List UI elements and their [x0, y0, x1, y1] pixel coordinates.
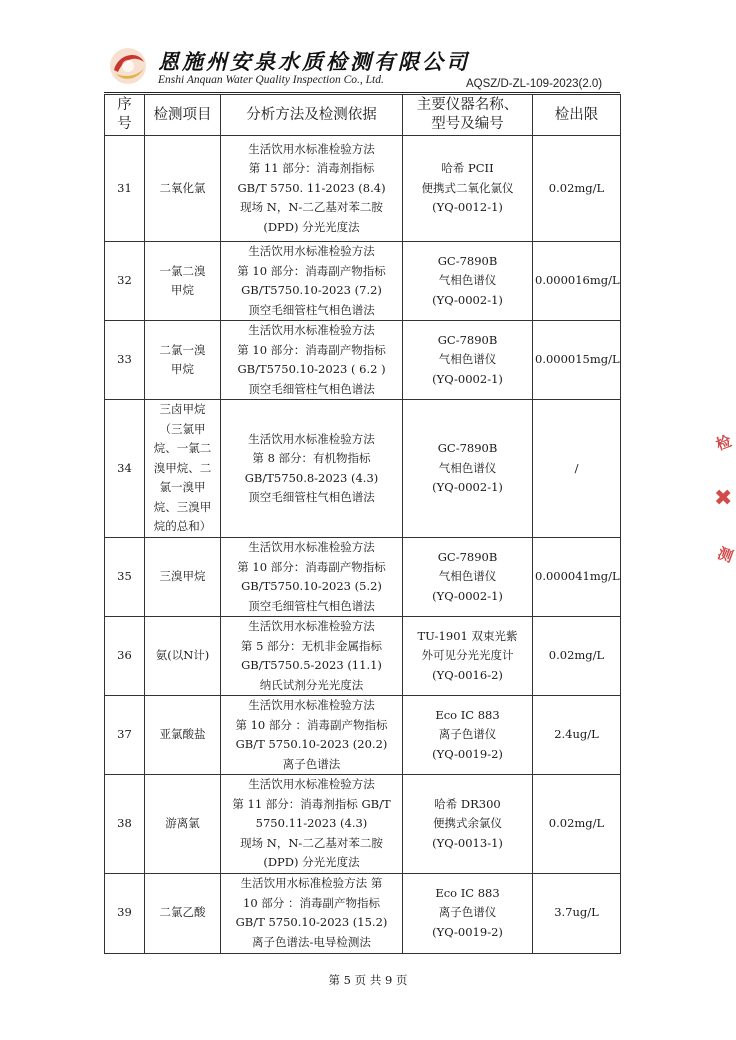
test-item: 亚氯酸盐	[145, 696, 221, 775]
analysis-method: 生活饮用水标准检验方法 第 10 部分 ：消毒副产物指标 GB/T 5750.10-2023 (15.2) 离子色谱法-电导检测法	[221, 873, 403, 953]
test-item: 一氯二溴 甲烷	[145, 242, 221, 321]
row-number: 37	[105, 696, 145, 775]
analysis-method: 生活饮用水标准检验方法 第 11 部分：消毒剂指标 GB/T 5750. 11-2023 (8.4) 现场 N，N-二乙基对苯二胺 (DPD) 分光光度法	[221, 136, 403, 242]
table-row	[105, 617, 621, 696]
header-instrument: 主要仪器名称、 型号及编号	[403, 95, 533, 136]
instrument-info: GC-7890B 气相色谱仪 (YQ-0002-1)	[403, 538, 533, 617]
instrument-info: GC-7890B 气相色谱仪 (YQ-0002-1)	[403, 242, 533, 321]
analysis-method: 生活饮用水标准检验方法 第 8 部分：有机物指标 GB/T5750.8-2023 (4.3) 顶空毛细管柱气相色谱法	[221, 400, 403, 538]
analysis-method: 生活饮用水标准检验方法 第 10 部分 ：消毒副产物指标 GB/T 5750.10-2023 (20.2) 离子色谱法	[221, 696, 403, 775]
instrument-info: Eco IC 883 离子色谱仪 (YQ-0019-2)	[403, 696, 533, 775]
seal-stamp: 检 ✖ 测	[713, 431, 736, 566]
table-row	[105, 321, 621, 400]
instrument-info: TU-1901 双束光紫 外可见分光光度计 (YQ-0016-2)	[403, 617, 533, 696]
detection-limit: 0.02mg/L	[533, 136, 621, 242]
row-number: 38	[105, 775, 145, 874]
test-item: 游离氯	[145, 775, 221, 874]
detection-limit: 0.02mg/L	[533, 775, 621, 874]
analysis-method: 生活饮用水标准检验方法 第 11 部分：消毒剂指标 GB/T 5750.11-2023 (4.3) 现场 N，N-二乙基对苯二胺 (DPD) 分光光度法	[221, 775, 403, 874]
company-logo-icon	[108, 46, 148, 86]
test-item: 三卤甲烷 （三氯甲 烷、一氯二 溴甲烷、二 氯一溴甲 烷、三溴甲 烷的总和）	[145, 400, 221, 538]
header-divider	[104, 92, 620, 93]
header-method: 分析方法及检测依据	[221, 95, 403, 136]
detection-limit: 2.4ug/L	[533, 696, 621, 775]
instrument-info: Eco IC 883 离子色谱仪 (YQ-0019-2)	[403, 873, 533, 953]
table-row	[105, 400, 621, 538]
page-number: 第 5 页 共 9 页	[328, 973, 408, 987]
table-row	[105, 538, 621, 617]
row-number: 35	[105, 538, 145, 617]
header-item: 检测项目	[145, 95, 221, 136]
detection-limit: 0.000015mg/L	[533, 321, 621, 400]
row-number: 39	[105, 873, 145, 953]
analysis-method: 生活饮用水标准检验方法 第 10 部分：消毒副产物指标 GB/T5750.10-2023 ( 6.2 ) 顶空毛细管柱气相色谱法	[221, 321, 403, 400]
row-number: 32	[105, 242, 145, 321]
table-row	[105, 775, 621, 874]
analysis-method: 生活饮用水标准检验方法 第 10 部分：消毒副产物指标 GB/T5750.10-2023 (7.2) 顶空毛细管柱气相色谱法	[221, 242, 403, 321]
row-number: 31	[105, 136, 145, 242]
detection-limit: /	[533, 400, 621, 538]
header-limit: 检出限	[533, 95, 621, 136]
table-row	[105, 873, 621, 953]
row-number: 34	[105, 400, 145, 538]
test-item: 氨(以N计)	[145, 617, 221, 696]
test-item: 二氯一溴 甲烷	[145, 321, 221, 400]
document-code: AQSZ/D-ZL-109-2023(2.0)	[466, 78, 603, 90]
instrument-info: GC-7890B 气相色谱仪 (YQ-0002-1)	[403, 400, 533, 538]
table-header-row	[105, 95, 621, 136]
test-item: 三溴甲烷	[145, 538, 221, 617]
test-item: 二氯乙酸	[145, 873, 221, 953]
analysis-method: 生活饮用水标准检验方法 第 10 部分：消毒副产物指标 GB/T5750.10-2023 (5.2) 顶空毛细管柱气相色谱法	[221, 538, 403, 617]
detection-limit: 3.7ug/L	[533, 873, 621, 953]
row-number: 36	[105, 617, 145, 696]
detection-limit: 0.02mg/L	[533, 617, 621, 696]
instrument-info: 哈希 PCII 便携式二氧化氯仪 (YQ-0012-1)	[403, 136, 533, 242]
table-row	[105, 242, 621, 321]
row-number: 33	[105, 321, 145, 400]
test-item: 二氧化氯	[145, 136, 221, 242]
analysis-method: 生活饮用水标准检验方法 第 5 部分：无机非金属指标 GB/T5750.5-2023 (11.1) 纳氏试剂分光光度法	[221, 617, 403, 696]
header-no: 序 号	[105, 95, 145, 136]
detection-limit: 0.000016mg/L	[533, 242, 621, 321]
inspection-table	[104, 94, 621, 954]
instrument-info: GC-7890B 气相色谱仪 (YQ-0002-1)	[403, 321, 533, 400]
instrument-info: 哈希 DR300 便携式余氯仪 (YQ-0013-1)	[403, 775, 533, 874]
table-row	[105, 696, 621, 775]
table-row	[105, 136, 621, 242]
company-name-cn: 恩施州安泉水质检测有限公司	[158, 49, 470, 74]
company-name-en: Enshi Anquan Water Quality Inspection Co., Ltd.	[158, 74, 384, 86]
detection-limit: 0.000041mg/L	[533, 538, 621, 617]
